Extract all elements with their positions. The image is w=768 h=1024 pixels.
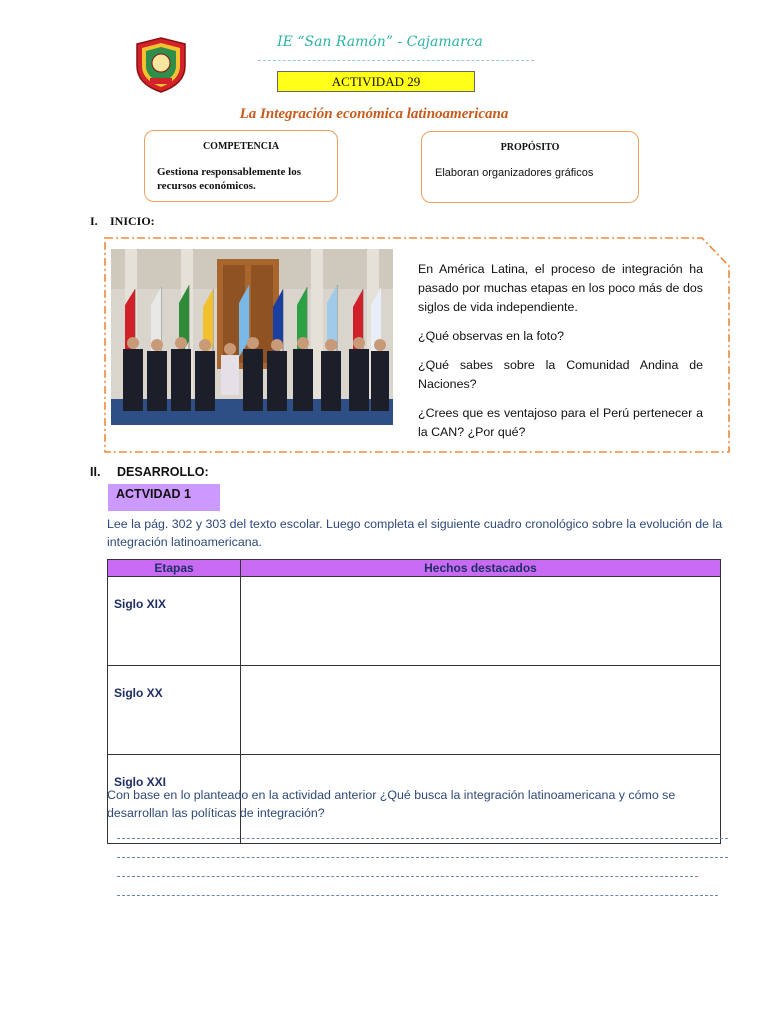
proposito-text: Elaboran organizadores gráficos [435, 167, 594, 179]
header-divider [258, 60, 534, 61]
proposito-card [421, 131, 639, 203]
section-label: INICIO: [110, 214, 155, 228]
competencia-card [144, 130, 338, 202]
section-number: I. [90, 214, 98, 228]
activity-number-badge: ACTIVIDAD 29 [277, 71, 475, 92]
competencia-text: Gestiona responsablemente los recursos económicos. [157, 166, 302, 192]
header-etapas: Etapas [108, 560, 241, 577]
stage-cell: Siglo XXI [108, 755, 241, 844]
reflection-question: Con base en lo planteado en la actividad anterior ¿Qué busca la integración latinoamericana y cómo se desarrollan las políticas de integración? [107, 788, 676, 820]
answer-line[interactable] [117, 876, 698, 877]
table-header-row [108, 560, 721, 577]
stage-cell: Siglo XIX [108, 577, 241, 666]
stage-cell: Siglo XX [108, 666, 241, 755]
proposito-heading: PROPÓSITO [500, 142, 560, 153]
school-shield-logo [134, 36, 188, 94]
header-hechos: Hechos destacados [241, 560, 721, 577]
inicio-question-can: ¿Qué sabes sobre la Comunidad Andina de Naciones? [418, 358, 703, 391]
inicio-question-photo: ¿Qué observas en la foto? [418, 329, 565, 343]
section-label: DESARROLLO: [117, 465, 209, 479]
leaders-group-photo [111, 249, 393, 425]
activity-1-label: ACTVIDAD 1 [108, 484, 220, 511]
competencia-heading: COMPETENCIA [202, 141, 280, 152]
answer-line[interactable] [117, 857, 728, 858]
answer-line[interactable] [117, 895, 718, 896]
table-row [108, 666, 721, 755]
inicio-question-advantage: ¿Crees que es ventajoso para el Perú pertenecer a la CAN? ¿Por qué? [418, 406, 703, 439]
page-title: La Integración económica latinoamericana [239, 106, 509, 122]
answer-line[interactable] [117, 838, 728, 839]
school-name: IE “San Ramón” - Cajamarca [277, 34, 483, 50]
section-number: II. [90, 465, 101, 479]
answer-cell[interactable] [241, 577, 721, 666]
section-inicio-heading [90, 214, 155, 229]
section-desarrollo-heading [90, 465, 209, 479]
table-row [108, 577, 721, 666]
activity-instruction: Lee la pág. 302 y 303 del texto escolar. Luego completa el siguiente cuadro cronológico sobre la evolución de la integración latinoamericana. [107, 517, 723, 549]
answer-cell[interactable] [241, 666, 721, 755]
inicio-paragraph: En América Latina, el proceso de integración ha pasado por muchas etapas en los poco más de dos siglos de vida independiente. [418, 262, 703, 314]
inicio-text-block [418, 260, 703, 452]
